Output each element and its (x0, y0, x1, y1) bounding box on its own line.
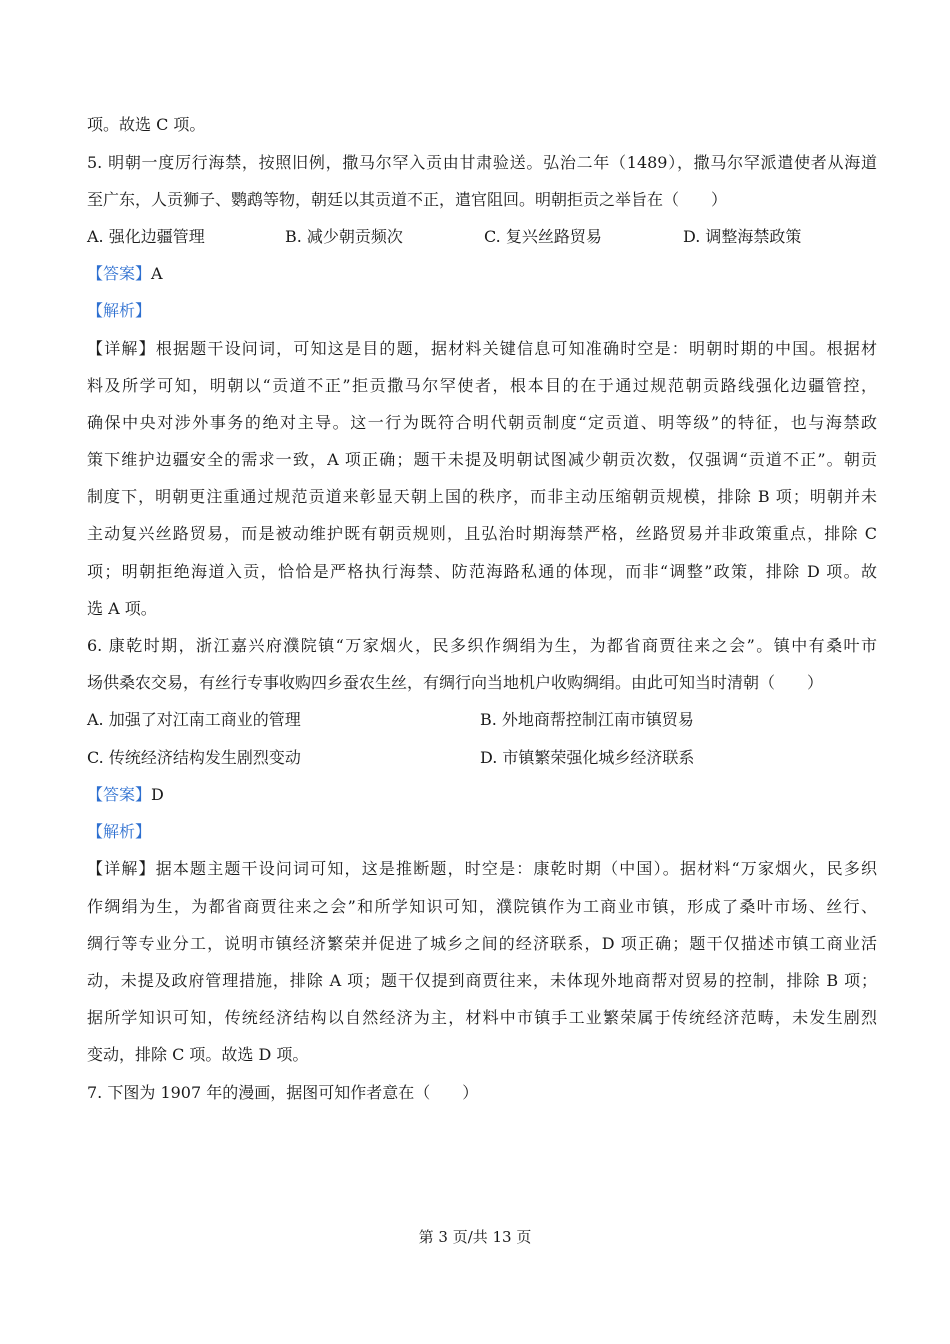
q5-analysis-heading (87, 299, 877, 323)
q6-option-c: C. 传统经济结构发生剧烈变动 (87, 748, 301, 767)
q6-stem-line-1: 6. 康乾时期，浙江嘉兴府濮院镇“万家烟火，民多织作绸绢为生，为都省商贾往来之会”。镇中有桑叶市 (87, 636, 877, 655)
q6-answer (87, 783, 877, 807)
q5-option-a: A. 强化边疆管理 (87, 227, 205, 246)
q6-detail-line-3: 绸行等专业分工，说明市镇经济繁荣并促进了城乡之间的经济联系，D 项正确；题干仅描述市镇工商业活 (87, 934, 877, 953)
q6-option-d: D. 市镇繁荣强化城乡经济联系 (480, 748, 695, 767)
q6-option-b: B. 外地商帮控制江南市镇贸易 (480, 710, 694, 729)
q5-detail-line-8: 选 A 项。 (87, 599, 157, 618)
q7-stem: 7. 下图为 1907 年的漫画，据图可知作者意在（ ） (87, 1083, 479, 1102)
analysis-tag: 【解析】 (87, 301, 152, 320)
q5-detail-line-7: 项；明朝拒绝海道入贡，恰恰是严格执行海禁、防范海路私通的体现，而非“调整”政策，排除 D 项。故 (87, 562, 877, 581)
q6-detail-line-4: 动，未提及政府管理措施，排除 A 项；题干仅提到商贾往来，未体现外地商帮对贸易的控制，排除 B 项； (87, 971, 877, 990)
q5-detail-line-6: 主动复兴丝路贸易，而是被动维护既有朝贡规则，且弘治时期海禁严格，丝路贸易并非政策重点，排除 C (87, 524, 877, 543)
analysis-tag: 【解析】 (87, 822, 152, 841)
q5-detail-line-1 (87, 337, 877, 361)
answer-tag: 【答案】 (87, 264, 152, 283)
page-footer: 第 3 页/共 13 页 (418, 1228, 532, 1246)
q6-detail-line-1 (87, 857, 877, 881)
q6-detail-line-2: 作绸绢为生，为都省商贾往来之会”和所学知识可知，濮院镇作为工商业市镇，形成了桑叶市场、丝行、 (87, 897, 877, 916)
q6-detail-line-5: 据所学知识可知，传统经济结构以自然经济为主，材料中市镇手工业繁荣属于传统经济范畴，未发生剧烈 (87, 1008, 877, 1027)
q6-option-a: A. 加强了对江南工商业的管理 (87, 710, 301, 729)
q5-option-d: D. 调整海禁政策 (683, 227, 802, 246)
q5-detail-text-1: 根据题干设问词，可知这是目的题，据材料关键信息可知准确时空是：明朝时期的中国。根据材 (155, 339, 877, 358)
q5-option-b: B. 减少朝贡频次 (285, 227, 403, 246)
q5-answer-value: A (151, 264, 163, 283)
q5-detail-line-4: 策下维护边疆安全的需求一致，A 项正确；题干未提及明朝试图减少朝贡次数，仅强调“贡道不正”。朝贡 (87, 450, 877, 469)
q5-answer (87, 262, 877, 286)
q6-answer-value: D (151, 785, 164, 804)
q5-detail-line-5: 制度下，明朝更注重通过规范贡道来彰显天朝上国的秩序，而非主动压缩朝贡规模，排除 B 项；明朝并未 (87, 487, 877, 506)
detail-tag: 【详解】 (87, 859, 156, 878)
detail-tag: 【详解】 (87, 339, 156, 358)
q5-stem-line-1: 5. 明朝一度厉行海禁，按照旧例，撒马尔罕入贡由甘肃验送。弘治二年（1489），撒马尔罕派遣使者从海道 (87, 153, 877, 172)
previous-answer-continuation: 项。故选 C 项。 (87, 115, 206, 134)
q6-analysis-heading (87, 820, 877, 844)
q5-detail-line-3: 确保中央对涉外事务的绝对主导。这一行为既符合明代朝贡制度“定贡道、明等级”的特征，也与海禁政 (87, 413, 877, 432)
answer-tag: 【答案】 (87, 785, 152, 804)
q6-stem-line-2: 场供桑农交易，有丝行专事收购四乡蚕农生丝，有绸行向当地机户收购绸绢。由此可知当时清朝（ ） (87, 673, 824, 692)
q5-option-c: C. 复兴丝路贸易 (484, 227, 602, 246)
q6-detail-line-6: 变动，排除 C 项。故选 D 项。 (87, 1045, 309, 1064)
q5-detail-line-2: 料及所学可知，明朝以“贡道不正”拒贡撒马尔罕使者，根本目的在于通过规范朝贡路线强化边疆管控， (87, 376, 877, 395)
q6-detail-text-1: 据本题主题干设问词可知，这是推断题，时空是：康乾时期（中国）。据材料“万家烟火，民多织 (155, 859, 877, 878)
q5-stem-line-2: 至广东，人贡狮子、鹦鹉等物，朝廷以其贡道不正，遣官阻回。明朝拒贡之举旨在（ ） (87, 190, 728, 209)
